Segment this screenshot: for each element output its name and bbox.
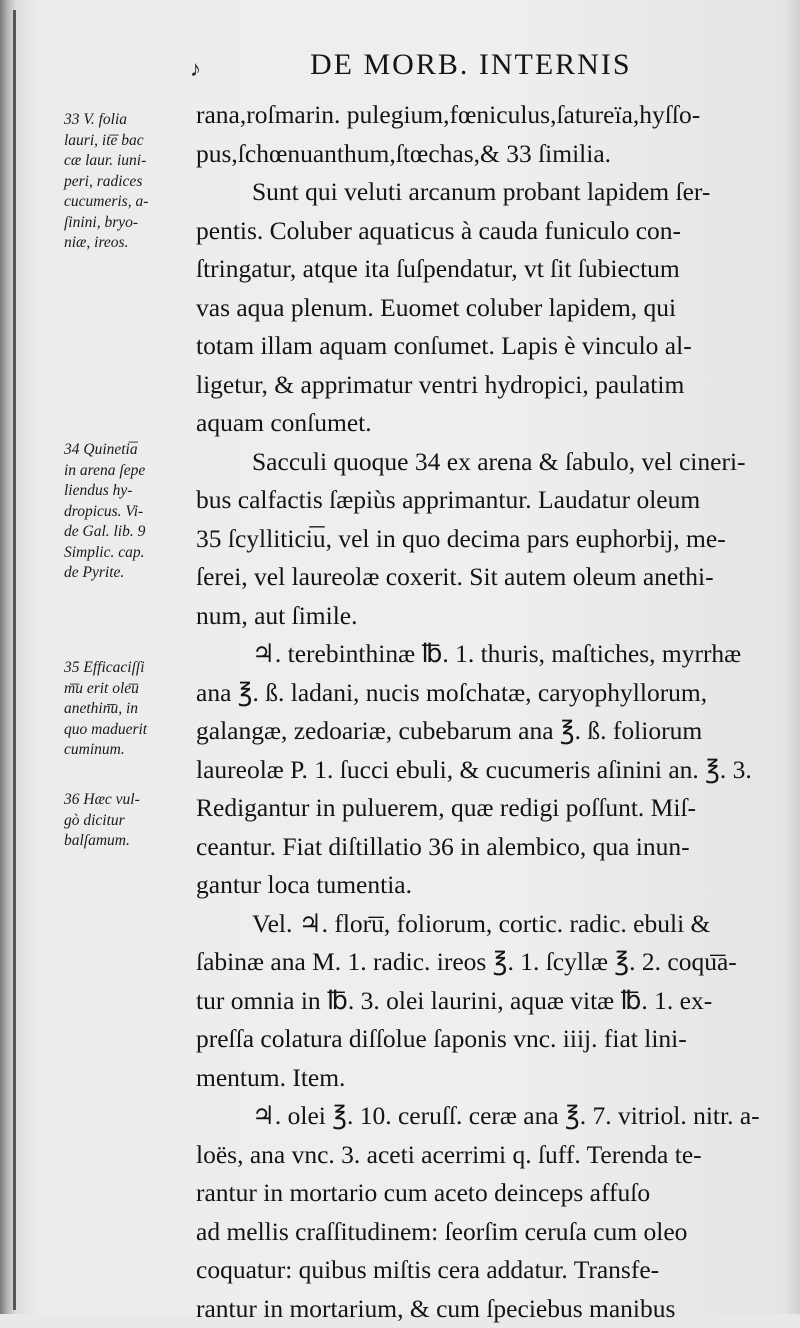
text-line: pus,ſchœnuanthum,ſtœchas,& 33 ſimilia. xyxy=(196,135,772,174)
margin-note-35 xyxy=(64,658,204,761)
text-line: preſſa colatura diſſolue ſaponis vnc. iiij. fiat lini- xyxy=(196,1020,772,1059)
text-line: num, aut ſimile. xyxy=(196,597,772,636)
margin-note-line: gò dicitur xyxy=(64,811,204,832)
margin-note-line: cucumeris, a- xyxy=(64,192,204,213)
text-line: galangæ, zedoariæ, cubebarum ana ℥. ß. foliorum xyxy=(196,712,772,751)
margin-note-line: cuminum. xyxy=(64,740,204,761)
margin-note-line: 34 Quineti͞a xyxy=(64,440,204,461)
margin-note-line: m͞u erit ole͞u xyxy=(64,679,204,700)
margin-note-line: liendus hy- xyxy=(64,481,204,502)
margin-note-line: 36 Hæc vul- xyxy=(64,790,204,811)
margin-note-line: dropicus. Vi- xyxy=(64,502,204,523)
text-line: ligetur, & apprimatur ventri hydropici, paulatim xyxy=(196,366,772,405)
book-spine-shadow xyxy=(0,0,24,1314)
text-line: ad mellis craſſitudinem: ſeorſim ceruſa cum oleo xyxy=(196,1213,772,1252)
text-line: vas aqua plenum. Euomet coluber lapidem, qui xyxy=(196,289,772,328)
margin-note-33 xyxy=(64,110,204,254)
text-line: loës, ana vnc. 3. aceti acerrimi q. ſuff. Terenda te- xyxy=(196,1136,772,1175)
header-mark: ♪ xyxy=(190,56,201,82)
margin-note-line: quo maduerit xyxy=(64,720,204,741)
text-line: ſtringatur, atque ita ſuſpendatur, vt ſit ſubiectum xyxy=(196,250,772,289)
text-line: laureolæ P. 1. ſucci ebuli, & cucumeris aſinini an. ℥. 3. xyxy=(196,751,772,790)
margin-note-34 xyxy=(64,440,204,584)
margin-note-line: balſamum. xyxy=(64,831,204,852)
text-line: ſabinæ ana M. 1. radic. ireos ℥. 1. ſcyllæ ℥. 2. coqu͞a- xyxy=(196,943,772,982)
margin-note-line: niæ, ireos. xyxy=(64,233,204,254)
margin-note-line: peri, radices xyxy=(64,172,204,193)
text-line: Vel. ♃. flor͞u, foliorum, cortic. radic. ebuli & xyxy=(196,905,772,944)
text-line: totam illam aquam conſumet. Lapis è vinculo al- xyxy=(196,327,772,366)
margin-note-36 xyxy=(64,790,204,852)
page-right-edge xyxy=(784,0,800,1314)
text-line: Sunt qui veluti arcanum probant lapidem ſer- xyxy=(196,173,772,212)
text-line: Redigantur in puluerem, quæ redigi poſſunt. Miſ- xyxy=(196,789,772,828)
text-line: rantur in mortarium, & cum ſpeciebus manibus xyxy=(196,1290,772,1328)
text-line: tur omnia in ℔. 3. olei laurini, aquæ vitæ ℔. 1. ex- xyxy=(196,982,772,1021)
text-line: mentum. Item. xyxy=(196,1059,772,1098)
text-line: Sacculi quoque 34 ex arena & ſabulo, vel cineri- xyxy=(196,443,772,482)
margin-note-line: anethin͞u, in xyxy=(64,699,204,720)
spine-edge-line xyxy=(13,10,16,1310)
margin-note-line: lauri, it͞e bac xyxy=(64,131,204,152)
text-line: rana,roſmarin. pulegium,fœniculus,ſatureïa,hyſſo- xyxy=(196,96,772,135)
running-header: DE MORB. INTERNIS xyxy=(310,48,730,82)
main-text-column xyxy=(196,96,772,1328)
text-line: 35 ſcyllitici͞u, vel in quo decima pars euphorbij, me- xyxy=(196,520,772,559)
margin-note-line: cæ laur. iuni- xyxy=(64,151,204,172)
text-line: gantur loca tumentia. xyxy=(196,866,772,905)
text-line: aquam conſumet. xyxy=(196,404,772,443)
text-line: ana ℥. ß. ladani, nucis moſchatæ, caryophyllorum, xyxy=(196,674,772,713)
text-line: ♃. olei ℥. 10. ceruſſ. ceræ ana ℥. 7. vitriol. nitr. a- xyxy=(196,1097,772,1136)
margin-note-line: de Gal. lib. 9 xyxy=(64,522,204,543)
text-line: ſerei, vel laureolæ coxerit. Sit autem oleum anethi- xyxy=(196,558,772,597)
text-line: rantur in mortario cum aceto deinceps affuſo xyxy=(196,1174,772,1213)
text-line: coquatur: quibus miſtis cera addatur. Transfe- xyxy=(196,1251,772,1290)
margin-note-line: ſinini, bryo- xyxy=(64,213,204,234)
text-line: bus calfactis ſæpiùs apprimantur. Laudatur oleum xyxy=(196,481,772,520)
text-line: ceantur. Fiat diſtillatio 36 in alembico, qua inun- xyxy=(196,828,772,867)
margin-note-line: 33 V. folia xyxy=(64,110,204,131)
margin-note-line: Simplic. cap. xyxy=(64,543,204,564)
margin-note-line: de Pyrite. xyxy=(64,563,204,584)
margin-note-line: 35 Efficaciſſi xyxy=(64,658,204,679)
text-line: pentis. Coluber aquaticus à cauda funiculo con- xyxy=(196,212,772,251)
margin-note-line: in arena ſepe xyxy=(64,461,204,482)
text-line: ♃. terebinthinæ ℔. 1. thuris, maſtiches, myrrhæ xyxy=(196,635,772,674)
